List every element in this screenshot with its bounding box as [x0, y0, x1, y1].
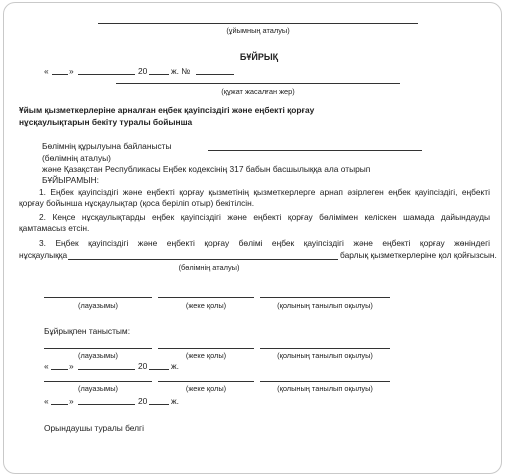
order-item-3-prefix: нұсқаулыққа — [19, 250, 68, 260]
date-year-line — [149, 74, 169, 75]
dept-name-line — [208, 150, 422, 151]
date-day-line — [52, 74, 68, 75]
employee1-date-open: « — [44, 361, 49, 371]
employee1-signature-label: (жеке қолы) — [185, 351, 227, 360]
employee1-year-line — [149, 369, 169, 370]
date-year-number: ж. № — [171, 66, 191, 76]
employee1-signature-line — [158, 348, 254, 349]
executor-label: Орындаушы туралы белгі — [44, 423, 144, 433]
subject-line-1: Ұйым қызметкерлеріне арналған еңбек қауіпсіздігі және еңбекті қорғау — [19, 105, 315, 115]
employee2-date-open: « — [44, 396, 49, 406]
place-line — [116, 83, 400, 84]
legal-basis: және Қазақстан Республикасы Еңбек кодексінің 317 бабын басшылыққа ала отырып — [42, 164, 371, 174]
employee2-date-close: » — [69, 396, 74, 406]
employee2-signature-line — [158, 381, 254, 382]
employee2-name-line — [260, 381, 390, 382]
employee2-position-line — [44, 381, 152, 382]
order-item-2: 2. Кеңсе нұсқаулықтарды еңбек қауіпсіздігі және еңбекті қорғау бөлімімен келіскен шамада дайындауды қамтамасыз етсін. — [19, 212, 490, 233]
employee1-name-line — [260, 348, 390, 349]
org-name-label: (ұйымның аталуы) — [226, 26, 290, 35]
employee1-name-label: (қолының танылып оқылуы) — [277, 351, 373, 360]
employee2-year-suffix: ж. — [171, 396, 179, 406]
employee2-signature-label: (жеке қолы) — [185, 384, 227, 393]
place-label: (құжат жасалған жер) — [221, 87, 295, 96]
order-item-1: 1. Еңбек қауіпсіздігі және еңбекті қорғау қызметінің қызметкерлерге арнап әзірлеген еңбек қауіпсіздігі, еңбекті қорғау бойынша нұсқаулықтар (қоса беріліп отыр) бекітілсін. — [19, 187, 490, 208]
head-name-label: (қолының танылып оқылуы) — [277, 301, 373, 310]
employee1-year-suffix: ж. — [171, 361, 179, 371]
order-item-3-dept-line — [68, 259, 338, 260]
date-open-quote: « — [44, 66, 49, 76]
employee1-date-day-line — [51, 369, 68, 370]
dept-name-hint: (бөлімнің аталуы) — [42, 153, 111, 163]
acquainted-label: Бұйрықпен таныстым: — [44, 326, 131, 336]
order-item-3-suffix: барлық қызметкерлеріне қол қойғызсын. — [340, 250, 497, 260]
date-month-line — [78, 74, 135, 75]
employee2-date-day-line — [51, 404, 68, 405]
employee2-year-line — [149, 404, 169, 405]
head-position-label: (лауазымы) — [78, 301, 118, 310]
employee1-position-label: (лауазымы) — [78, 351, 118, 360]
order-item-3-line-1: 3. Еңбек қауіпсіздігі және еңбекті қорғау бөлімі еңбек қауіпсіздігі және еңбекті қорғау жөніндегі — [39, 238, 490, 248]
employee1-date-month-line — [78, 369, 135, 370]
date-close-quote: » — [69, 66, 74, 76]
document-number-line — [196, 74, 234, 75]
employee1-position-line — [44, 348, 152, 349]
dept-link-label: Бөлімнің құрылуына байланысты — [42, 141, 172, 151]
order-word: БҰЙЫРАМЫН: — [42, 175, 99, 185]
head-signature-label: (жеке қолы) — [185, 301, 227, 310]
employee2-name-label: (қолының танылып оқылуы) — [277, 384, 373, 393]
head-name-line — [260, 297, 390, 298]
head-position-line — [44, 297, 152, 298]
order-item-3-hint: (бөлімнің аталуы) — [178, 263, 240, 272]
subject-line-2: нұсқаулықтарын бекіту туралы бойынша — [19, 117, 193, 127]
employee1-year-prefix: 20 — [138, 361, 148, 371]
date-year-prefix: 20 — [138, 66, 148, 76]
org-name-line — [98, 23, 418, 24]
employee2-position-label: (лауазымы) — [78, 384, 118, 393]
employee2-date-month-line — [78, 404, 135, 405]
document-title: БҰЙРЫҚ — [239, 52, 279, 62]
employee2-year-prefix: 20 — [138, 396, 148, 406]
document-sheet — [3, 2, 502, 474]
head-signature-line — [158, 297, 254, 298]
employee1-date-close: » — [69, 361, 74, 371]
